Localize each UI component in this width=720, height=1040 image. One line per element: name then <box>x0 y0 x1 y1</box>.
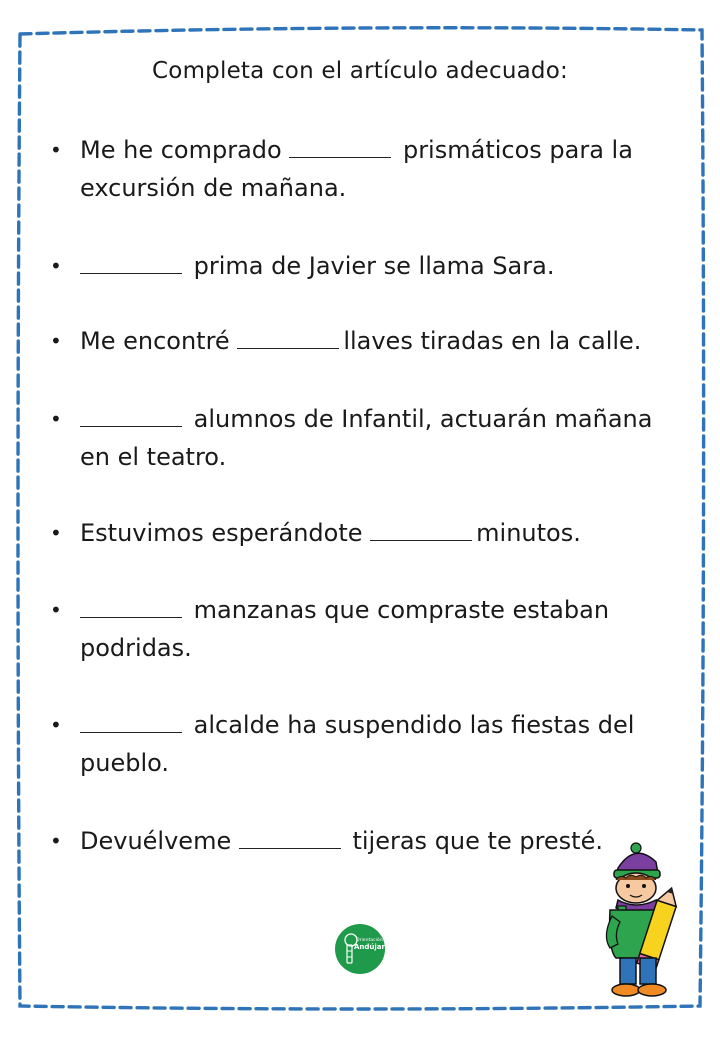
sentence-end: prima de Javier se llama Sara. <box>186 252 555 280</box>
bullet-icon: • <box>50 329 62 353</box>
bullet-icon: • <box>50 713 62 737</box>
exercise-item-1 <box>48 131 670 207</box>
sentence-end: alcalde ha suspendido las fiestas del pueblo. <box>80 711 635 777</box>
bullet-icon: • <box>50 407 62 431</box>
sentence-start: Estuvimos esperándote <box>80 519 371 547</box>
bullet-icon: • <box>50 138 62 162</box>
answer-blank <box>80 402 182 427</box>
answer-blank <box>237 324 339 349</box>
sentence-end: alumnos de Infantil, actuarán mañana en el teatro. <box>80 405 653 471</box>
exercise-item-2 <box>48 247 670 285</box>
orientacion-andujar-logo <box>334 923 386 975</box>
bullet-icon: • <box>50 254 62 278</box>
logo-line2: Andújar <box>354 943 385 951</box>
sentence-start: Me encontré <box>80 327 238 355</box>
sentence-end: tijeras que te presté. <box>344 827 603 855</box>
sentence-end: prismáticos para la excursión de mañana. <box>80 136 633 202</box>
answer-blank <box>289 133 391 158</box>
sentence-end: llaves tiradas en la calle. <box>343 327 642 355</box>
exercise-item-6 <box>48 591 670 667</box>
sentence-end: manzanas que compraste estaban podridas. <box>80 596 610 662</box>
answer-blank <box>80 249 182 274</box>
bullet-icon: • <box>50 521 62 545</box>
answer-blank <box>80 593 182 618</box>
exercise-item-7 <box>48 706 670 782</box>
answer-blank <box>80 708 182 733</box>
bullet-icon: • <box>50 598 62 622</box>
sentence-start: Devuélveme <box>80 827 239 855</box>
answer-blank <box>239 824 341 849</box>
exercise-item-3 <box>48 322 670 360</box>
sentence-start: Me he comprado <box>80 136 290 164</box>
answer-blank <box>370 516 472 541</box>
sentence-end: minutos. <box>476 519 581 547</box>
exercise-item-8 <box>48 822 670 860</box>
exercise-item-5 <box>48 514 670 552</box>
worksheet-title: Completa con el artículo adecuado: <box>152 58 568 84</box>
bullet-icon: • <box>50 829 62 853</box>
kid-with-pencil-illustration <box>600 840 690 1000</box>
exercise-item-4 <box>48 400 670 476</box>
logo-line1: Orientación <box>356 938 383 943</box>
